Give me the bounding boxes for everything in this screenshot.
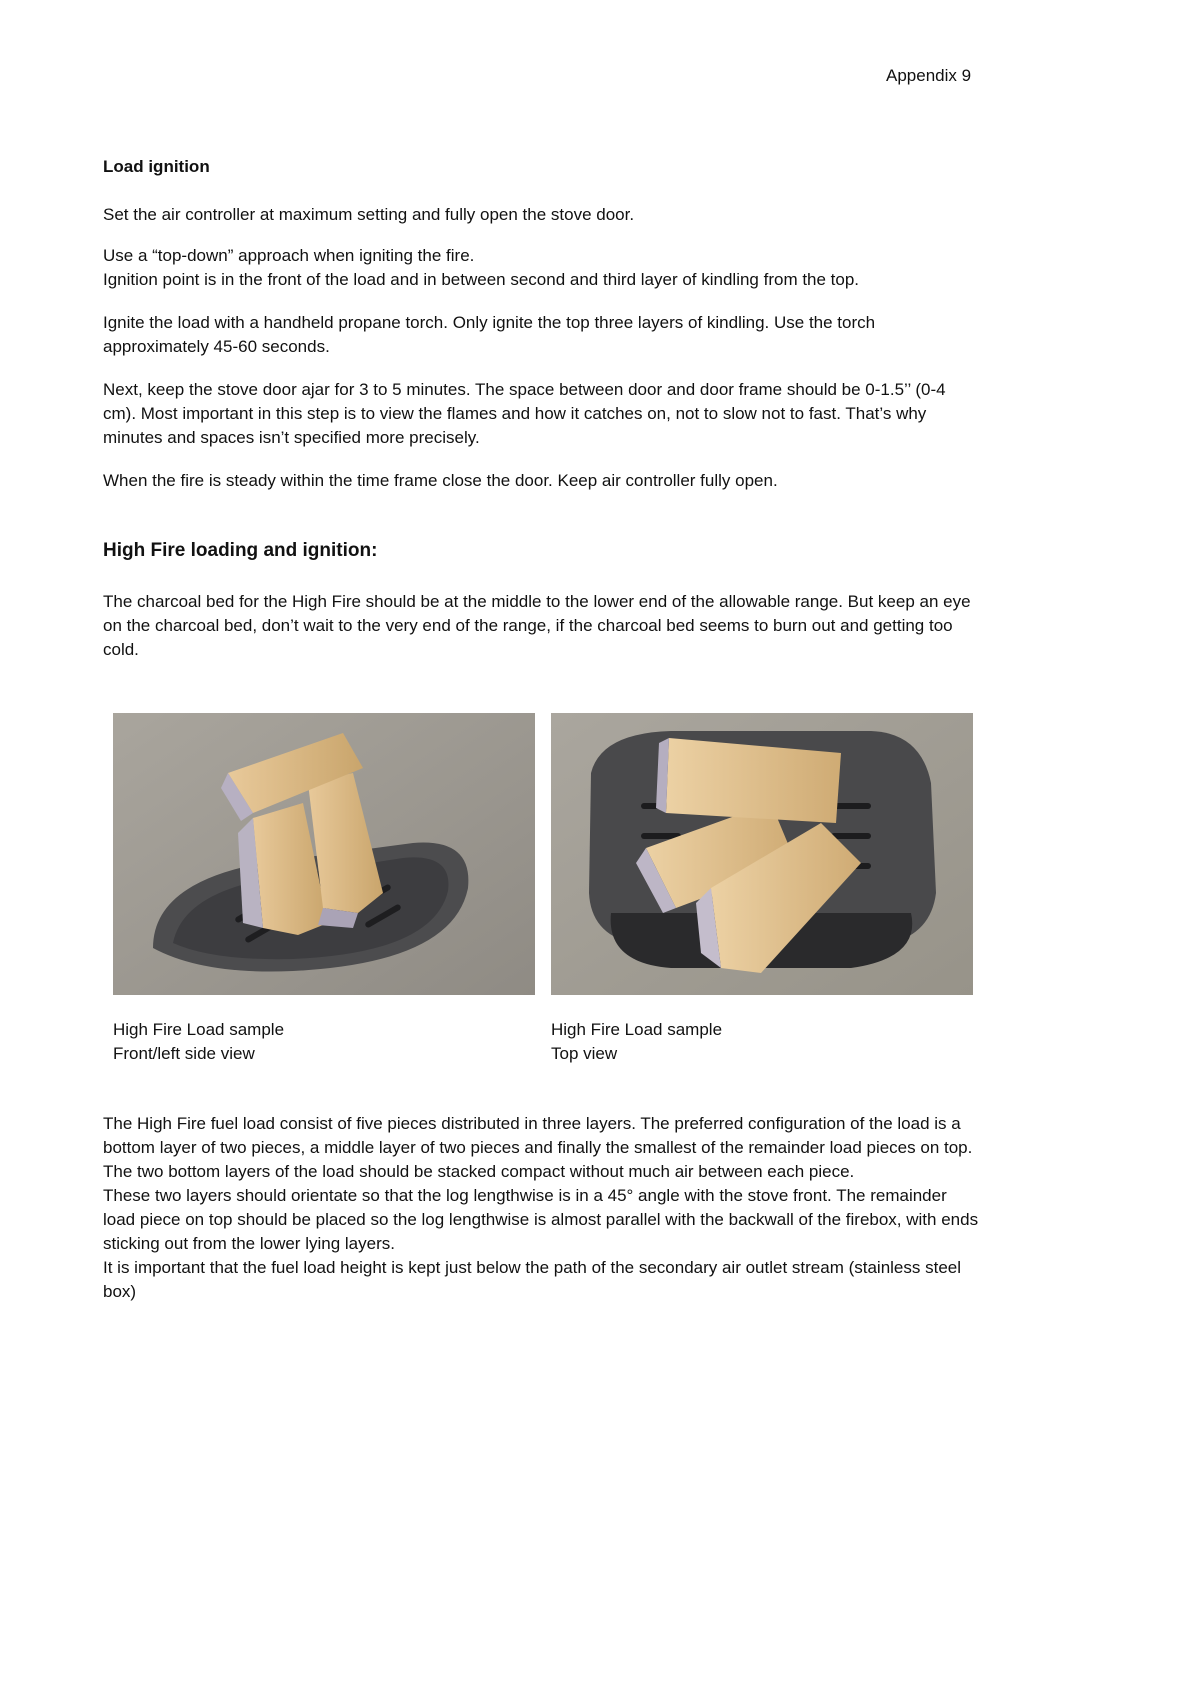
high-fire-heading: High Fire loading and ignition: bbox=[103, 540, 378, 561]
high-fire-paragraph-1: The charcoal bed for the High Fire should be at the middle to the lower end of the allowable range. But keep an eye on the charcoal bed, don’t wait to the very end of the range, if the charcoal bed seems to burn out and getting too cold. bbox=[103, 592, 971, 659]
photo-caption-front bbox=[113, 1018, 284, 1066]
photo-caption-top bbox=[551, 1018, 722, 1066]
high-fire-paragraph-4: These two layers should orientate so that the log lengthwise is in a 45° angle with the stove front. The remainder load piece on top should be placed so the log lengthwise is almost parallel with the backwall of the firebox, with ends sticking out from the lower lying layers. bbox=[103, 1186, 979, 1253]
load-ignition-paragraph-5: When the fire is steady within the time frame close the door. Keep air controller fully open. bbox=[103, 471, 778, 490]
high-fire-paragraph-3: The two bottom layers of the load should be stacked compact without much air between each piece. bbox=[103, 1162, 855, 1181]
photo-caption-top-line-1: High Fire Load sample bbox=[551, 1020, 723, 1039]
load-ignition-heading: Load ignition bbox=[103, 157, 210, 176]
high-fire-load-photo-front bbox=[113, 713, 535, 995]
high-fire-paragraph-5: It is important that the fuel load height is kept just below the path of the secondary air outlet stream (stainless steel box) bbox=[103, 1258, 962, 1301]
high-fire-fuel-load-description bbox=[103, 1112, 983, 1304]
load-ignition-paragraph-1: Set the air controller at maximum setting and fully open the stove door. bbox=[103, 205, 635, 224]
photo-caption-front-line-2: Front/left side view bbox=[113, 1044, 255, 1063]
load-ignition-paragraph-4: Next, keep the stove door ajar for 3 to 5 minutes. The space between door and door frame should be 0-1.5’’ (0-4 cm). Most important in this step is to view the flames and how it catches on, not to slow not to fast. That’s why minutes and spaces isn’t specified more precisely. bbox=[103, 380, 946, 447]
photo-caption-front-line-1: High Fire Load sample bbox=[113, 1020, 285, 1039]
high-fire-paragraph-2: The High Fire fuel load consist of five pieces distributed in three layers. The preferred configuration of the load is a bottom layer of two pieces, a middle layer of two pieces and finally the smallest of the remainder load pieces on top. bbox=[103, 1114, 973, 1157]
photo-caption-top-line-2: Top view bbox=[551, 1044, 618, 1063]
load-ignition-paragraph-2-line-2: Ignition point is in the front of the load and in between second and third layer of kindling from the top. bbox=[103, 270, 860, 289]
appendix-label: Appendix 9 bbox=[886, 66, 972, 85]
load-ignition-paragraph-2 bbox=[103, 244, 983, 292]
load-ignition-paragraph-3: Ignite the load with a handheld propane torch. Only ignite the top three layers of kindling. Use the torch approximately 45-60 seconds. bbox=[103, 313, 876, 356]
load-ignition-paragraph-2-line-1: Use a “top-down” approach when igniting the fire. bbox=[103, 246, 475, 265]
high-fire-load-photo-top bbox=[551, 713, 973, 995]
